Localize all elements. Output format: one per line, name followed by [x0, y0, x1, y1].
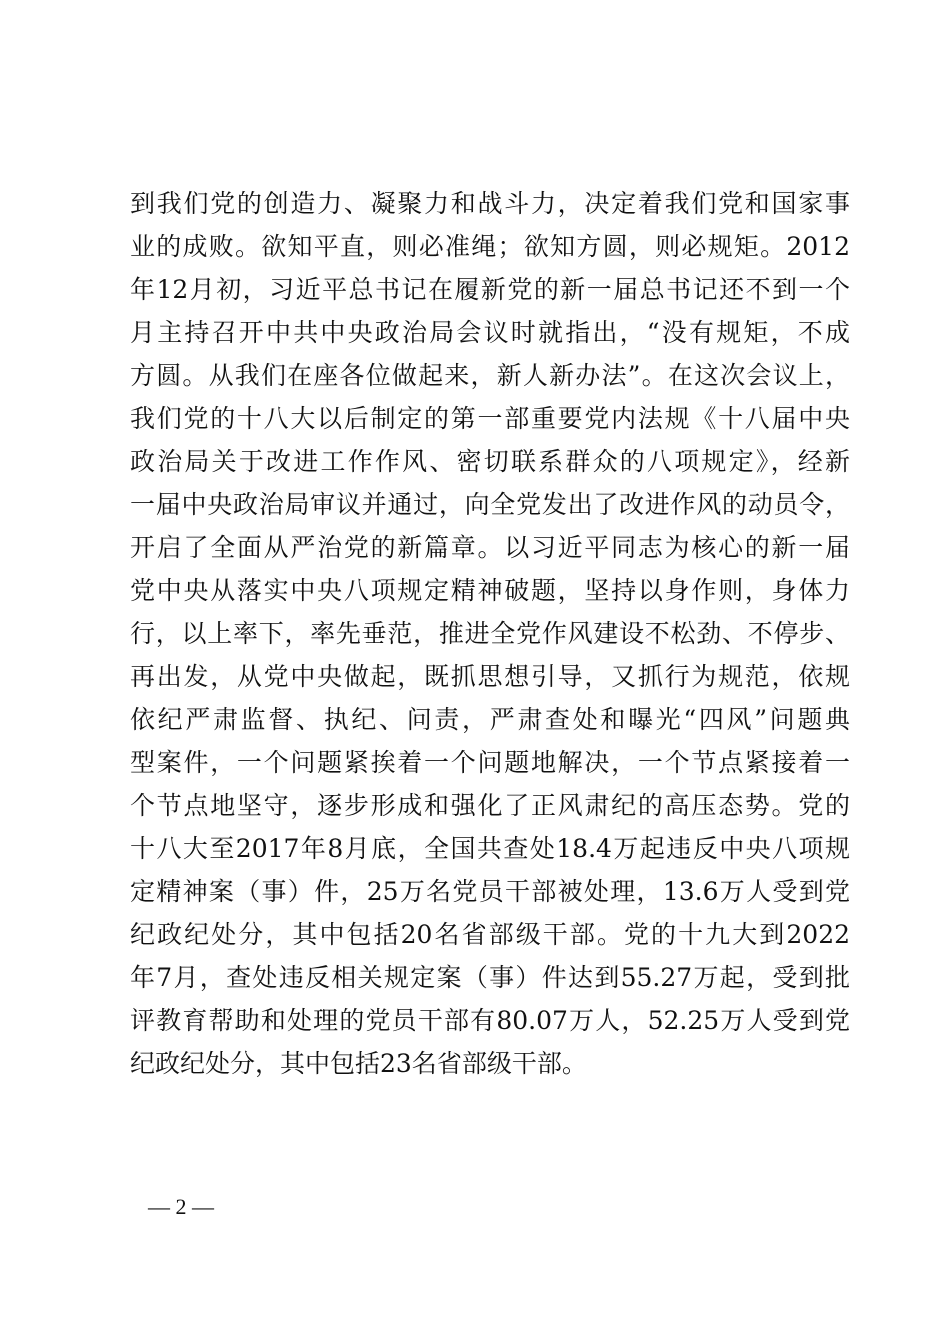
text-line: 业的成败。欲知平直，则必准绳；欲知方圆，则必规矩。2012 — [130, 232, 850, 261]
text-line: 评教育帮助和处理的党员干部有80.07万人，52.25万人受到党 — [130, 1006, 850, 1035]
text-line: 到我们党的创造力、凝聚力和战斗力，决定着我们党和国家事 — [130, 189, 850, 218]
page-number: — 2 — — [148, 1194, 214, 1219]
body-paragraph — [130, 182, 850, 1085]
text-line: 方圆。从我们在座各位做起来，新人新办法”。在这次会议上， — [130, 361, 850, 390]
text-line: 政治局关于改进工作作风、密切联系群众的八项规定》，经新 — [130, 447, 850, 476]
text-line: 我们党的十八大以后制定的第一部重要党内法规《十八届中央 — [130, 404, 850, 433]
text-line: 行，以上率下，率先垂范，推进全党作风建设不松劲、不停步、 — [130, 619, 850, 648]
text-line: 依纪严肃监督、执纪、问责，严肃查处和曝光“四风”问题典 — [130, 705, 850, 734]
text-line: 开启了全面从严治党的新篇章。以习近平同志为核心的新一届 — [130, 533, 850, 562]
text-line: 年7月，查处违反相关规定案（事）件达到55.27万起，受到批 — [130, 963, 850, 992]
text-line: 定精神案（事）件，25万名党员干部被处理，13.6万人受到党 — [130, 877, 850, 906]
text-line: 纪政纪处分，其中包括23名省部级干部。 — [130, 1049, 587, 1078]
text-line: 十八大至2017年8月底，全国共查处18.4万起违反中央八项规 — [130, 834, 850, 863]
text-line: 再出发，从党中央做起，既抓思想引导，又抓行为规范，依规 — [130, 662, 850, 691]
text-line: 年12月初，习近平总书记在履新党的新一届总书记还不到一个 — [130, 275, 850, 304]
text-line: 月主持召开中共中央政治局会议时就指出，“没有规矩，不成 — [130, 318, 850, 347]
text-line: 纪政纪处分，其中包括20名省部级干部。党的十九大到2022 — [130, 920, 850, 949]
text-line: 型案件，一个问题紧挨着一个问题地解决，一个节点紧接着一 — [130, 748, 850, 777]
text-line: 党中央从落实中央八项规定精神破题，坚持以身作则，身体力 — [130, 576, 850, 605]
text-line: 一届中央政治局审议并通过，向全党发出了改进作风的动员令， — [130, 490, 850, 519]
text-line: 个节点地坚守，逐步形成和强化了正风肃纪的高压态势。党的 — [130, 791, 850, 820]
